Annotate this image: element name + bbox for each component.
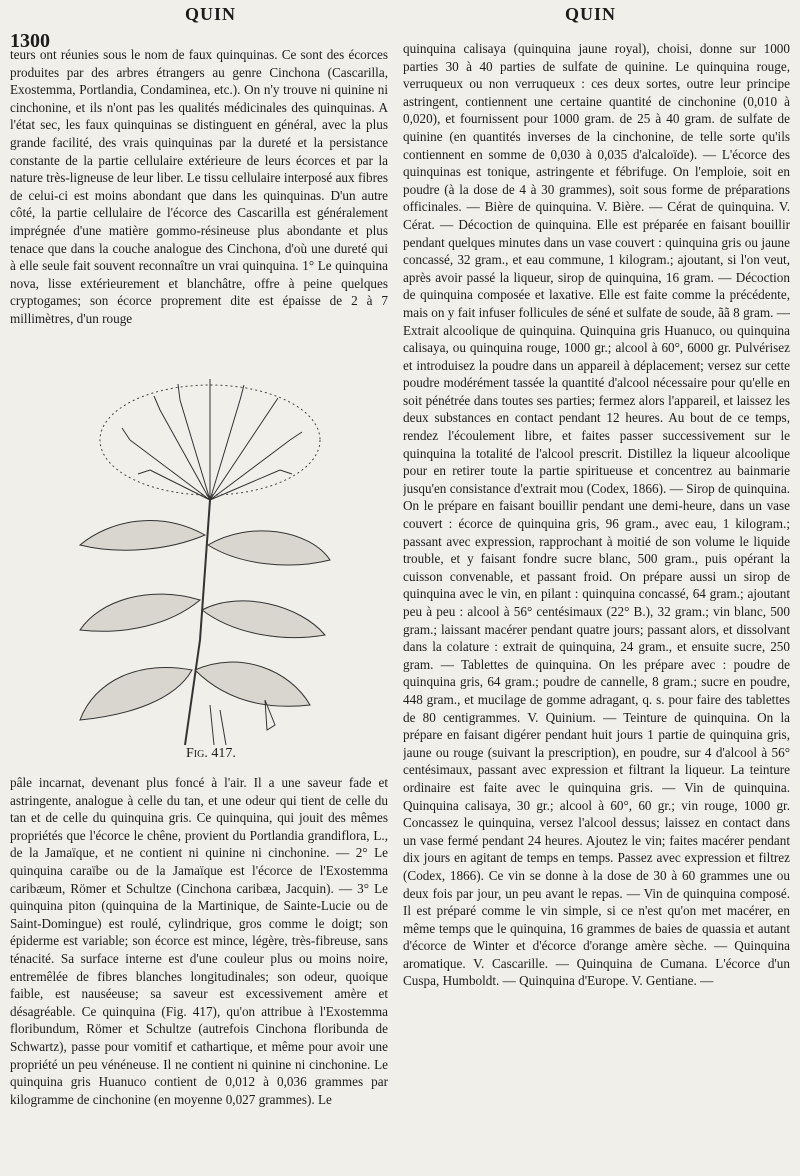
- left-column-bottom-text: [10, 774, 388, 1174]
- paragraph: pâle incarnat, devenant plus foncé à l'air. Il a une saveur fade et astringente, analogue à celle du tan, et une odeur qui tient de celle du tan et de celle du quinquina gris. Ce quinquina, qui jouit des mêmes propriétés que l'écorce le chêne, provient du Portlandia grandiflora, L., de la Jamaïque, et ne contient ni quinine ni cinchonine. — 2° Le quinquina caraïbe ou de la Jamaïque est l'écorce de l'Exostemma caribæum, Römer et Schultze (Cinchona caribæa, Jacquin). — 3° Le quinquina piton (quinquina de la Martinique, de Sainte-Lucie ou de Saint-Domingue) est roulé, cylindrique, gros comme le doigt; son épiderme est variable; son écorce est mince, légère, très-fibreuse, sans ténacité. Sa surface interne est d'une couleur plus ou moins noire, entremêlée de fibres blanches longitudinales; son odeur, quoique faible, est nauséeuse; sa saveur est excessivement amère et désagréable. Ce quinquina (Fig. 417), qu'on attribue à l'Exostemma floribundum, Römer et Schultze (autrefois Cinchona floribunda de Schwartz), passe pour vomitif et cathartique, et même pour avoir une propriété un peu vénéneuse. Il ne contient ni quinine ni cinchonine. Le quinquina gris Huanuco contient de 0,012 à 0,036 grammes par kilogramme de cinchonine (en moyenne 0,027 grammes). Le: [10, 775, 388, 1107]
- leaf: [80, 667, 192, 720]
- running-head-left: QUIN: [185, 4, 237, 24]
- running-head-right: QUIN: [565, 4, 617, 24]
- page-number: 1300: [10, 30, 50, 52]
- right-column-text: [403, 40, 790, 1174]
- left-column-top-text: [10, 46, 388, 364]
- paragraph: quinquina calisaya (quinquina jaune royal), choisi, donne sur 1000 parties 30 à 40 parties de sulfate de quinine. Le quinquina rouge, verruqueux ou non verruqueux : ces deux sortes, outre leur principe astringent, contiennent une certaine quantité de cinchonine (0,010 à 0,020), et fournissent pour 1000 gram. de 25 à 40 gram. de sulfate de quinine (en quantités inverses de la cinchonine, de telle sorte qu'ils contiennent en somme de 0,030 à 0,035 d'alcaloïde). — L'écorce des quinquinas est tonique, astringente et fébrifuge. On l'emploie, soit en poudre (à la dose de 4 à 30 grammes), soit sous forme de préparations officinales. — Bière de quinquina. V. Bière. — Cérat de quinquina. V. Cérat. — Décoction de quinquina. Elle est préparée en faisant bouillir pendant quelques minutes dans un vase couvert : quinquina gris ou jaune concassé, 32 gram., et eau commune, 1 kilogram.; ajoutant, si l'on veut, après avoir passé la liqueur, sirop de quinquina, 16 gram. — Décoction de quinquina composée et laxative. Elle est faite comme la précédente, mais on y fait infuser follicules de séné et sulfate de soude, ãã 8 gram. — Extrait alcoolique de quinquina. Quinquina gris Huanuco, ou quinquina calisaya, ou quinquina rouge, 1000 gr.; alcool à 60°, 6000 gr. Pulvérisez et introduisez la poudre dans un appareil à déplacement; versez sur cette poudre modérément tassée la quantité d'alcool nécessaire pour qu'elle en soit pénétrée dans toutes ses parties; fermez alors l'appareil, et laissez les deux substances en contact pendant 12 heures. Au bout de ce temps, rendez l'écoulement libre, et faites passer successivement sur le quinquina la totalité de l'alcool prescrit. Distillez la liqueur alcoolique pour en retirer toute la partie spiritueuse et concentrez au bainmarie jusqu'en consistance d'extrait mou (Codex, 1866). — Sirop de quinquina. On le prépare en faisant bouillir pendant une demi-heure, dans un vase couvert : écorce de quinquina gris, 96 gram., avec eau, 1 kilogram.; passant avec expression, rapprochant à moitié de son volume le liquide trouble, et y faisant fondre sucre blanc, 500 gram., puis opérant la cuisson convenable, et passant froid. On prépare aussi un sirop de quinquina avec le vin, en pilant : quinquina concassé, 64 gram.; ajoutant peu à peu : alcool à 56° centésimaux (22° B.), 32 gram.; vin blanc, 500 gram.; laissant macérer pendant quatre jours; passant alors, et dissolvant dans la colature : extrait de quinquina, 24 gram., et ensuite sucre, 250 gram. — Tablettes de quinquina. On les prépare avec : poudre de quinquina gris, 64 gram.; poudre de cannelle, 8 gram.; sucre en poudre, 448 gram., et mucilage de gomme adragant, q. s. pour faire des tablettes de 80 centigrammes. V. Quinium. — Teinture de quinquina. On la prépare en faisant digérer pendant huit jours 1 partie de quinquina gris, jaune ou rouge (suivant la prescription), en poudre, sur 4 d'alcool à 56° centésimaux, passant avec expression et filtrant la liqueur. La teinture ordinaire est faite avec le quinquina gris. — Vin de quinquina. Quinquina calisaya, 30 gr.; alcool à 60°, 60 gr.; vin rouge, 1000 gr. Concassez le quinquina, versez l'alcool dessus; laissez en contact dans un vase fermé pendant 24 heures. Ajoutez le vin; faites macérer pendant dix jours en agitant de temps en temps. Passez avec expression et filtrez (Codex, 1866). Ce vin se donne à la dose de 30 à 60 grammes une ou deux fois par jour, un peu avant le repas. — Vin de quinquina composé. Il est préparé comme le vin simple, si ce n'est qu'on met macérer, en même temps que le quinquina, 16 grammes de baies de quassia et autant d'écorce de Winter et d'écorce d'orange amère sèche. — Quinquina aromatique. V. Cascarille. — Quinquina de Cumana. L'écorce d'un Cuspa, Humboldt. — Quinquina d'Europe. V. Gentiane. —: [403, 41, 790, 989]
- cinchona-plant-illustration: [40, 370, 360, 750]
- leaf: [195, 662, 310, 706]
- leaf: [80, 521, 205, 551]
- flower-cluster: [100, 379, 320, 500]
- leaf: [80, 594, 200, 631]
- paragraph: teurs ont réunies sous le nom de faux quinquinas. Ce sont des écorces produites par des arbres étrangers au genre Cinchona (Cascarilla, Exostemma, Portlandia, Condaminea, etc.). On n'y trouve ni quinine ni cinchonine, et ils n'ont pas les qualités médicinales des quinquinas. A l'état sec, les faux quinquinas se distinguent en général, avec la plus grande facilité, des vrais quinquinas par la dureté et la persistance constante de la partie cellulaire extérieure de leurs écorces et par la nature très-ligneuse de leur liber. Le tissu cellulaire interposé aux fibres de celui-ci est moins abondant que dans les quinquinas. D'un autre côté, la partie cellulaire de l'écorce des Cascarilla est généralement imprégnée d'une matière gommo-résineuse plus abondante et plus tenace que dans la couche analogue des Cinchona, d'où une dureté qui à elle seule fait souvent reconnaître un vrai quinquina. 1° Le quinquina nova, lisse extérieurement et blanchâtre, offre à peine quelques cryptogames; son écorce proprement dite est épaisse de 2 à 7 millimètres, d'un rouge: [10, 47, 388, 326]
- leaf: [202, 601, 325, 638]
- leaf: [208, 531, 330, 565]
- figure-caption: Fig. 417.: [186, 746, 236, 761]
- flower-detail: [210, 705, 226, 745]
